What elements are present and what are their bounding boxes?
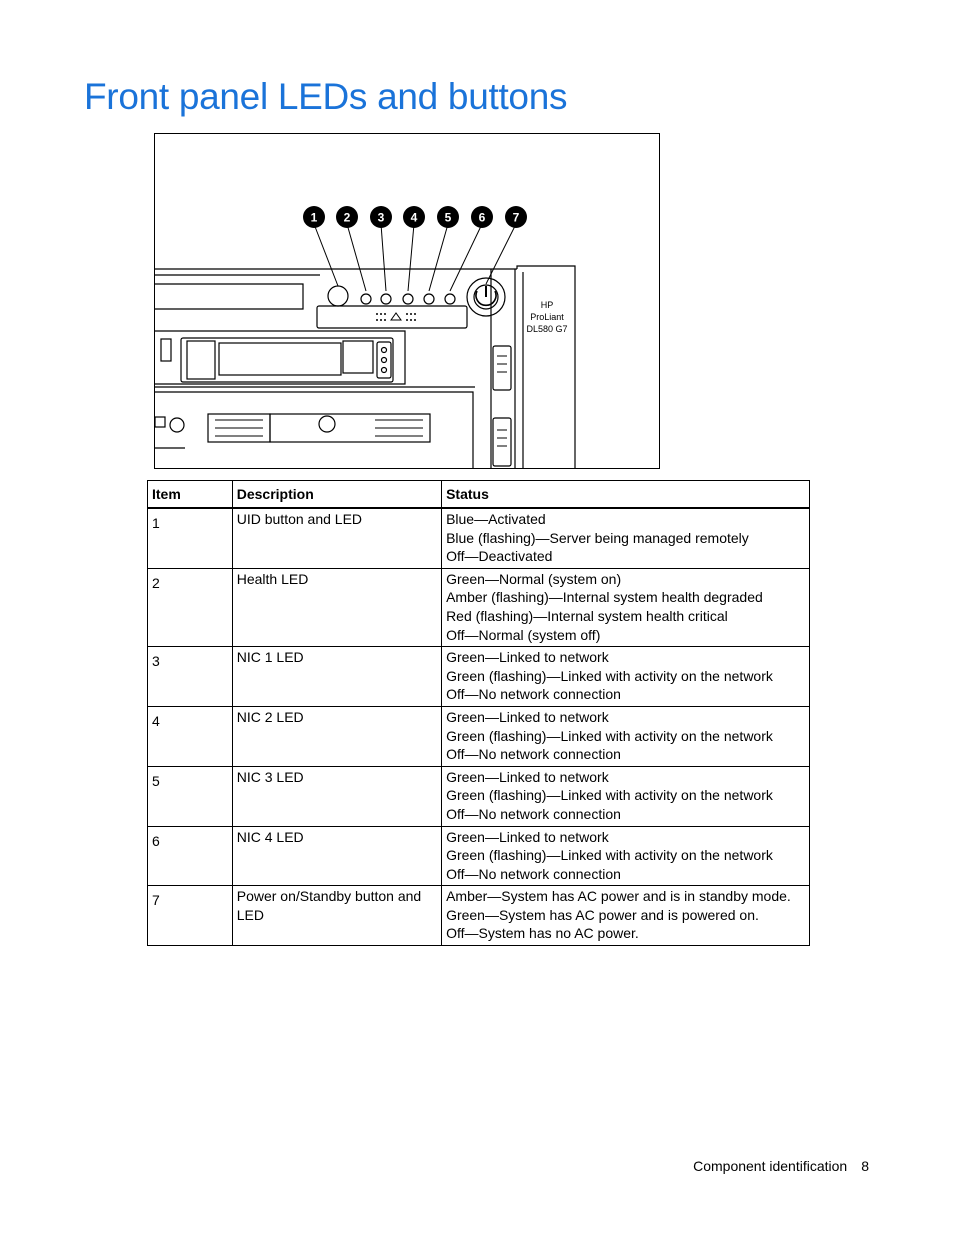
status-line: Red (flashing)—Internal system health critical bbox=[446, 607, 728, 624]
callout-3 bbox=[370, 206, 392, 228]
header-description: Description bbox=[232, 481, 441, 509]
status-line: Green (flashing)—Linked with activity on the network bbox=[446, 787, 773, 804]
description-cell: Power on/Standby button and LED bbox=[232, 886, 441, 946]
status-cell bbox=[442, 568, 810, 646]
svg-text:7: 7 bbox=[512, 210, 520, 225]
svg-text:6: 6 bbox=[478, 210, 486, 225]
table-row bbox=[148, 508, 810, 568]
status-cell bbox=[442, 647, 810, 707]
status-line: Green—Linked to network bbox=[446, 768, 609, 785]
callout-leaders bbox=[314, 224, 516, 291]
status-cell bbox=[442, 826, 810, 886]
page-footer bbox=[693, 1158, 869, 1174]
status-line: Off—System has no AC power. bbox=[446, 925, 639, 942]
description-cell: NIC 3 LED bbox=[232, 766, 441, 826]
status-cell bbox=[442, 508, 810, 568]
status-line: Blue (flashing)—Server being managed remotely bbox=[446, 529, 749, 546]
status-line: Green—Linked to network bbox=[446, 828, 609, 845]
table-header-row bbox=[148, 481, 810, 509]
status-line: Green—Linked to network bbox=[446, 649, 609, 666]
table-row bbox=[148, 826, 810, 886]
header-status: Status bbox=[442, 481, 810, 509]
footer-page-number: 8 bbox=[861, 1158, 869, 1174]
status-line: Green (flashing)—Linked with activity on the network bbox=[446, 727, 773, 744]
description-cell: UID button and LED bbox=[232, 508, 441, 568]
status-line: Blue—Activated bbox=[446, 511, 546, 527]
item-cell: 4 bbox=[148, 706, 233, 766]
hp-logo-text bbox=[526, 300, 567, 334]
page-title: Front panel LEDs and buttons bbox=[84, 76, 568, 117]
callouts bbox=[303, 206, 527, 228]
description-cell: NIC 1 LED bbox=[232, 647, 441, 707]
status-line: Off—Deactivated bbox=[446, 548, 553, 565]
status-cell bbox=[442, 766, 810, 826]
status-line: Green—System has AC power and is powered on. bbox=[446, 906, 759, 923]
description-cell: NIC 2 LED bbox=[232, 706, 441, 766]
status-line: Off—Normal (system off) bbox=[446, 626, 601, 643]
status-line: Green (flashing)—Linked with activity on the network bbox=[446, 667, 773, 684]
header-item: Item bbox=[148, 481, 233, 509]
table-row bbox=[148, 886, 810, 946]
status-line: Off—No network connection bbox=[446, 746, 621, 763]
status-cell bbox=[442, 706, 810, 766]
item-cell: 3 bbox=[148, 647, 233, 707]
status-line: Off—No network connection bbox=[446, 805, 621, 822]
item-cell: 2 bbox=[148, 568, 233, 646]
callout-6 bbox=[471, 206, 493, 228]
status-line: Green—Normal (system on) bbox=[446, 570, 622, 587]
status-cell bbox=[442, 886, 810, 946]
svg-text:ProLiant: ProLiant bbox=[530, 312, 564, 322]
led-button-table bbox=[147, 480, 810, 946]
item-cell: 7 bbox=[148, 886, 233, 946]
status-line: Green—Linked to network bbox=[446, 708, 609, 725]
svg-text:DL580 G7: DL580 G7 bbox=[526, 324, 568, 334]
item-cell: 1 bbox=[148, 508, 233, 568]
table-row bbox=[148, 766, 810, 826]
item-cell: 6 bbox=[148, 826, 233, 886]
svg-text:HP: HP bbox=[540, 300, 554, 310]
svg-text:3: 3 bbox=[377, 210, 385, 225]
description-cell: NIC 4 LED bbox=[232, 826, 441, 886]
callout-5 bbox=[437, 206, 459, 228]
svg-text:4: 4 bbox=[410, 210, 418, 225]
table-row bbox=[148, 706, 810, 766]
status-line: Off—No network connection bbox=[446, 865, 621, 882]
front-panel-illustration bbox=[154, 133, 660, 469]
footer-section: Component identification bbox=[693, 1158, 848, 1174]
status-line: Amber (flashing)—Internal system health degraded bbox=[446, 589, 763, 606]
status-line: Amber—System has AC power and is in standby mode. bbox=[446, 888, 791, 905]
callout-7 bbox=[505, 206, 527, 228]
status-line: Green (flashing)—Linked with activity on the network bbox=[446, 847, 773, 864]
callout-4 bbox=[403, 206, 425, 228]
description-cell: Health LED bbox=[232, 568, 441, 646]
item-cell: 5 bbox=[148, 766, 233, 826]
svg-text:2: 2 bbox=[343, 210, 351, 225]
callout-1 bbox=[303, 206, 325, 228]
table-row bbox=[148, 647, 810, 707]
status-line: Off—No network connection bbox=[446, 686, 621, 703]
table-row bbox=[148, 568, 810, 646]
svg-text:1: 1 bbox=[310, 210, 318, 225]
chassis-outline bbox=[155, 266, 575, 469]
callout-2 bbox=[336, 206, 358, 228]
svg-text:5: 5 bbox=[444, 210, 452, 225]
